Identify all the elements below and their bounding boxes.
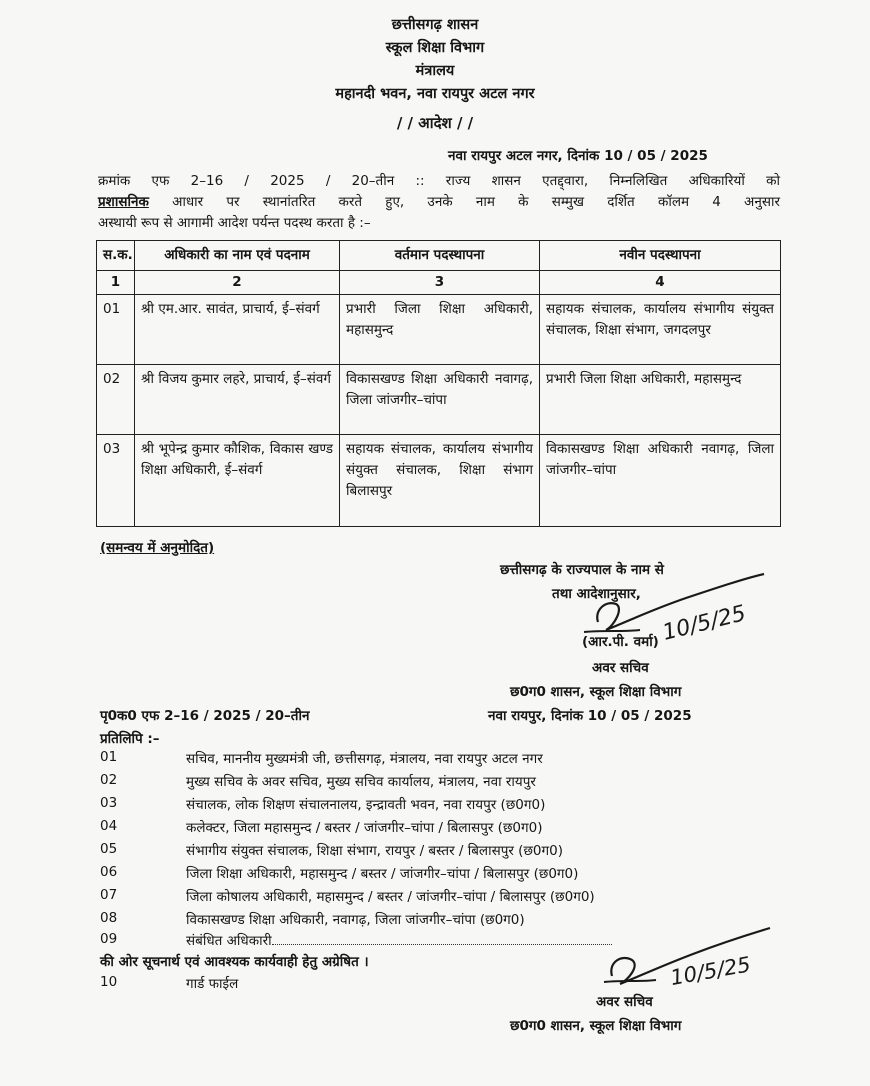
header-line-1: छत्तीसगढ़ शासन	[391, 17, 479, 33]
table-header-row	[97, 241, 781, 271]
copy-text: मुख्य सचिव के अवर सचिव, मुख्य सचिव कार्यालय, मंत्रालय, नवा रायपुर	[186, 774, 536, 790]
copy-no: 06	[100, 864, 118, 880]
dotted-fill-line	[272, 932, 612, 945]
signatory2-designation: अवर सचिव	[596, 994, 653, 1010]
intro-line-2	[98, 192, 780, 213]
row-new: सहायक संचालक, कार्यालय संभागीय संयुक्त संचालक, शिक्षा संभाग, जगदलपुर	[540, 295, 781, 365]
copy-text: संचालक, लोक शिक्षण संचालनालय, इन्द्रावती भवन, नवा रायपुर (छ0ग0)	[186, 797, 546, 813]
signatory-dept: छ0ग0 शासन, स्कूल शिक्षा विभाग	[510, 684, 682, 700]
header-new: नवीन पदस्थापना	[540, 241, 781, 271]
list-item	[100, 795, 780, 817]
list-item	[100, 841, 780, 863]
copy-no: 10	[100, 974, 118, 990]
table-row	[97, 295, 781, 365]
copy-no: 09	[100, 931, 118, 947]
copy-no: 02	[100, 772, 118, 788]
row-sno: 03	[97, 435, 135, 527]
row-sno: 02	[97, 365, 135, 435]
copy-text-label: संबंधित अधिकारी	[186, 933, 272, 949]
copy-no: 03	[100, 795, 118, 811]
col-num-1: 1	[97, 271, 135, 295]
list-item	[100, 818, 780, 840]
header-line-2: स्कूल शिक्षा विभाग	[385, 40, 485, 56]
signature-date-1: 10/5/25	[660, 601, 749, 646]
intro-line-2-rest: आधार पर स्थानांतरित करते हुए, उनके नाम के सम्मुख दर्शित कॉलम 4 अनुसार	[172, 194, 781, 210]
col-num-3: 3	[340, 271, 540, 295]
pratilipi-label: प्रतिलिपि :–	[100, 731, 160, 747]
approval-note: (समन्वय में अनुमोदित)	[100, 540, 215, 556]
copy-no: 04	[100, 818, 118, 834]
copy-text: जिला शिक्षा अधिकारी, महासमुन्द / बस्तर / जांजगीर–चांपा / बिलासपुर (छ0ग0)	[186, 866, 579, 882]
header-line-4: महानदी भवन, नवा रायपुर अटल नगर	[335, 86, 535, 102]
forward-line: की ओर सूचनार्थ एवं आवश्यक कार्यवाही हेतु अग्रेषित ।	[100, 954, 369, 970]
header-name: अधिकारी का नाम एवं पदनाम	[135, 241, 340, 271]
order-title: / / आदेश / /	[396, 114, 474, 132]
copy-text: संभागीय संयुक्त संचालक, शिक्षा संभाग, रायपुर / बस्तर / बिलासपुर (छ0ग0)	[186, 843, 563, 859]
signatory-name: (आर.पी. वर्मा)	[582, 634, 659, 650]
signature-date-2: 10/5/25	[668, 952, 753, 991]
copy-no: 08	[100, 910, 118, 926]
copy-text: जिला कोषालय अधिकारी, महासमुन्द / बस्तर / जांजगीर–चांपा / बिलासपुर (छ0ग0)	[186, 889, 595, 905]
intro-line-1: क्रमांक एफ 2–16 / 2025 / 20–तीन :: राज्य शासन एतद्द्वारा, निम्नलिखित अधिकारियों को	[98, 173, 780, 189]
prashasnik-word: प्रशासनिक	[98, 194, 149, 210]
row-officer: श्री विजय कुमार लहरे, प्राचार्य, ई–संवर्ग	[135, 365, 340, 435]
signature-scrawl-2	[600, 922, 780, 1000]
copy-text: गार्ड फाईल	[186, 976, 239, 992]
intro-paragraph	[98, 171, 780, 234]
copy-text: विकासखण्ड शिक्षा अधिकारी, नवागढ़, जिला जांजगीर–चांपा (छ0ग0)	[186, 912, 525, 928]
table-row	[97, 365, 781, 435]
sign-line-2: तथा आदेशानुसार,	[552, 586, 641, 602]
header-line-3: मंत्रालय	[415, 63, 455, 79]
table-row	[97, 435, 781, 527]
row-new: विकासखण्ड शिक्षा अधिकारी नवागढ़, जिला जांजगीर–चांपा	[540, 435, 781, 527]
copy-text	[186, 931, 612, 949]
endorsement-place-date: नवा रायपुर, दिनांक 10 / 05 / 2025	[488, 708, 692, 724]
copy-text: कलेक्टर, जिला महासमुन्द / बस्तर / जांजगीर–चांपा / बिलासपुर (छ0ग0)	[186, 820, 543, 836]
row-officer: श्री एम.आर. सावंत, प्राचार्य, ई–संवर्ग	[135, 295, 340, 365]
list-item	[100, 887, 780, 909]
column-number-row	[97, 271, 781, 295]
header-sno: स.क.	[97, 241, 135, 271]
copy-no: 07	[100, 887, 118, 903]
place-date: नवा रायपुर अटल नगर, दिनांक 10 / 05 / 2025	[448, 148, 708, 164]
row-officer: श्री भूपेन्द्र कुमार कौशिक, विकास खण्ड शिक्षा अधिकारी, ई–संवर्ग	[135, 435, 340, 527]
header-current: वर्तमान पदस्थापना	[340, 241, 540, 271]
signatory2-dept: छ0ग0 शासन, स्कूल शिक्षा विभाग	[510, 1018, 682, 1034]
signatory-designation: अवर सचिव	[592, 660, 649, 676]
endorsement-number: पृ0क0 एफ 2–16 / 2025 / 20–तीन	[100, 708, 310, 724]
transfer-table	[96, 240, 781, 527]
intro-line-3: अस्थायी रूप से आगामी आदेश पर्यन्त पदस्थ करता है :–	[98, 215, 371, 231]
list-item	[100, 772, 780, 794]
row-current: विकासखण्ड शिक्षा अधिकारी नवागढ़, जिला जांजगीर–चांपा	[340, 365, 540, 435]
col-num-4: 4	[540, 271, 781, 295]
list-item	[100, 864, 780, 886]
row-new: प्रभारी जिला शिक्षा अधिकारी, महासमुन्द	[540, 365, 781, 435]
copy-no: 01	[100, 749, 118, 765]
list-item	[100, 749, 780, 771]
row-sno: 01	[97, 295, 135, 365]
col-num-2: 2	[135, 271, 340, 295]
row-current: सहायक संचालक, कार्यालय संभागीय संयुक्त संचालक, शिक्षा संभाग बिलासपुर	[340, 435, 540, 527]
row-current: प्रभारी जिला शिक्षा अधिकारी, महासमुन्द	[340, 295, 540, 365]
copy-no: 05	[100, 841, 118, 857]
copy-text: सचिव, माननीय मुख्यमंत्री जी, छत्तीसगढ़, मंत्रालय, नवा रायपुर अटल नगर	[186, 751, 543, 767]
sign-line-1: छत्तीसगढ़ के राज्यपाल के नाम से	[500, 562, 664, 578]
